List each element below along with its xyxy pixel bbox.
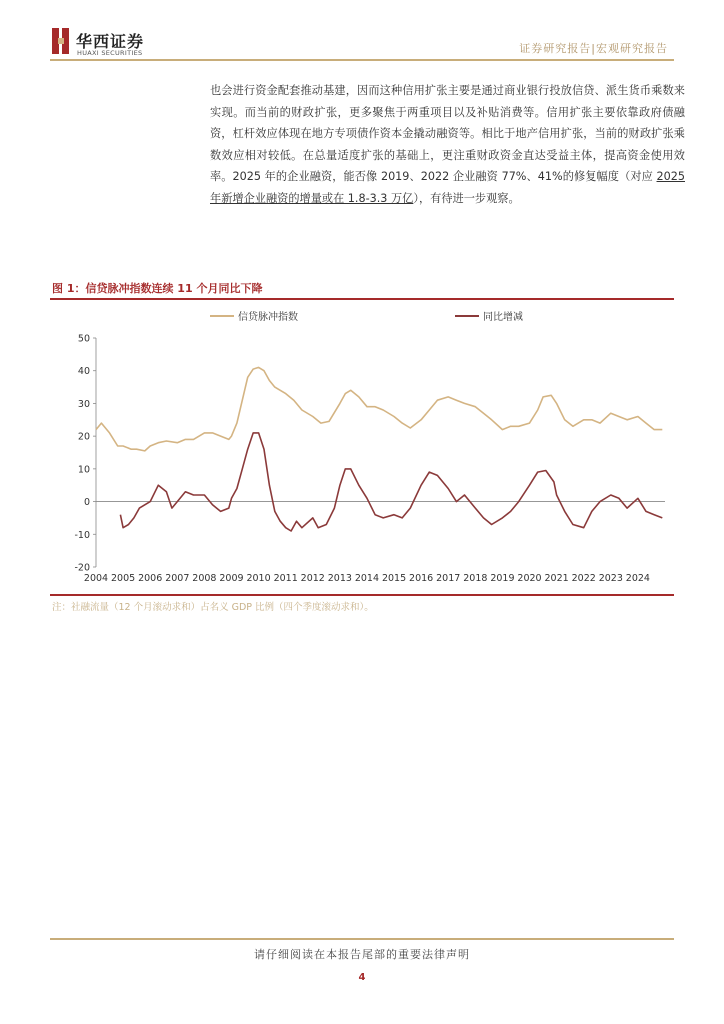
x-tick-label: 2017 [436,573,461,584]
y-tick-label: 40 [77,366,90,378]
x-tick-label: 2018 [463,573,488,584]
credit-impulse-chart [60,304,670,589]
y-tick-label: -10 [74,529,90,541]
paragraph-text: 也会进行资金配套推动基建，因而这种信用扩张主要是通过商业银行投放信贷、派生货币乘数来实现。而当前的财政扩张，更多聚焦于两重项目以及补贴消费等。信用扩张主要依靠政府债融资，杠杆效应体现在地方专项债作资本金撬动融资等。相比于地产信用扩张，当前的财政扩张乘数效应相对较低。在总量适度扩张的基础上，更注重财政资金直达受益主体，提高资金使用效率。2025 年的企业融资，能否像 2019、2022 企业融资 77%、41%的修复幅度（对应 [210,84,685,183]
legal-disclaimer: 请仔细阅读在本报告尾部的重要法律声明 [254,948,470,961]
y-tick-label: 0 [83,497,90,509]
figure-top-rule [50,298,674,300]
x-tick-label: 2019 [490,573,515,584]
header-divider [50,59,674,61]
logo-text-en: HUAXI SECURITIES [77,49,143,57]
x-tick-label: 2011 [273,573,298,584]
figure-bottom-rule [50,594,674,596]
x-tick-label: 2007 [165,573,190,584]
footer-divider [50,938,674,940]
x-tick-label: 2004 [83,573,109,584]
x-tick-label: 2008 [192,573,217,584]
figure-title: 图 1：信贷脉冲指数连续 11 个月同比下降 [52,282,263,295]
x-tick-label: 2009 [219,573,244,584]
logo-text-cn: 华西证券 [76,32,145,51]
x-tick-label: 2015 [381,573,407,584]
x-tick-label: 2005 [111,573,136,584]
x-tick-label: 2010 [246,573,271,584]
huaxi-logo-icon [52,28,70,54]
figure-note: 注：社融流量（12 个月滚动求和）占名义 GDP 比例（四个季度滚动求和）。 [52,602,374,613]
series-line-1 [96,367,662,451]
series-line-2 [120,433,662,531]
underlined-estimate: 2025 年新增企业融资的增量或在 1.8-3.3 万亿 [210,170,685,205]
report-category: 证券研究报告|宏观研究报告 [519,42,668,55]
y-tick-label: 10 [77,464,90,476]
x-tick-label: 2021 [544,573,569,584]
x-tick-label: 2013 [327,573,352,584]
y-tick-label: 30 [77,398,90,410]
x-tick-label: 2022 [571,573,596,584]
y-tick-label: 20 [77,431,90,443]
x-tick-label: 2014 [354,573,380,584]
legend-label-1: 信贷脉冲指数 [238,312,298,323]
page-number: 4 [358,972,366,983]
x-tick-label: 2023 [598,573,623,584]
body-paragraph [210,80,685,209]
x-tick-label: 2016 [409,573,434,584]
x-tick-label: 2024 [625,573,650,584]
x-tick-label: 2020 [517,573,542,584]
paragraph-text-end: ），有待进一步观察。 [413,191,520,205]
y-tick-label: -20 [74,562,90,574]
x-tick-label: 2012 [300,573,325,584]
y-tick-label: 50 [77,333,90,345]
legend-label-2: 同比增减 [483,312,523,323]
x-tick-label: 2006 [138,573,163,584]
